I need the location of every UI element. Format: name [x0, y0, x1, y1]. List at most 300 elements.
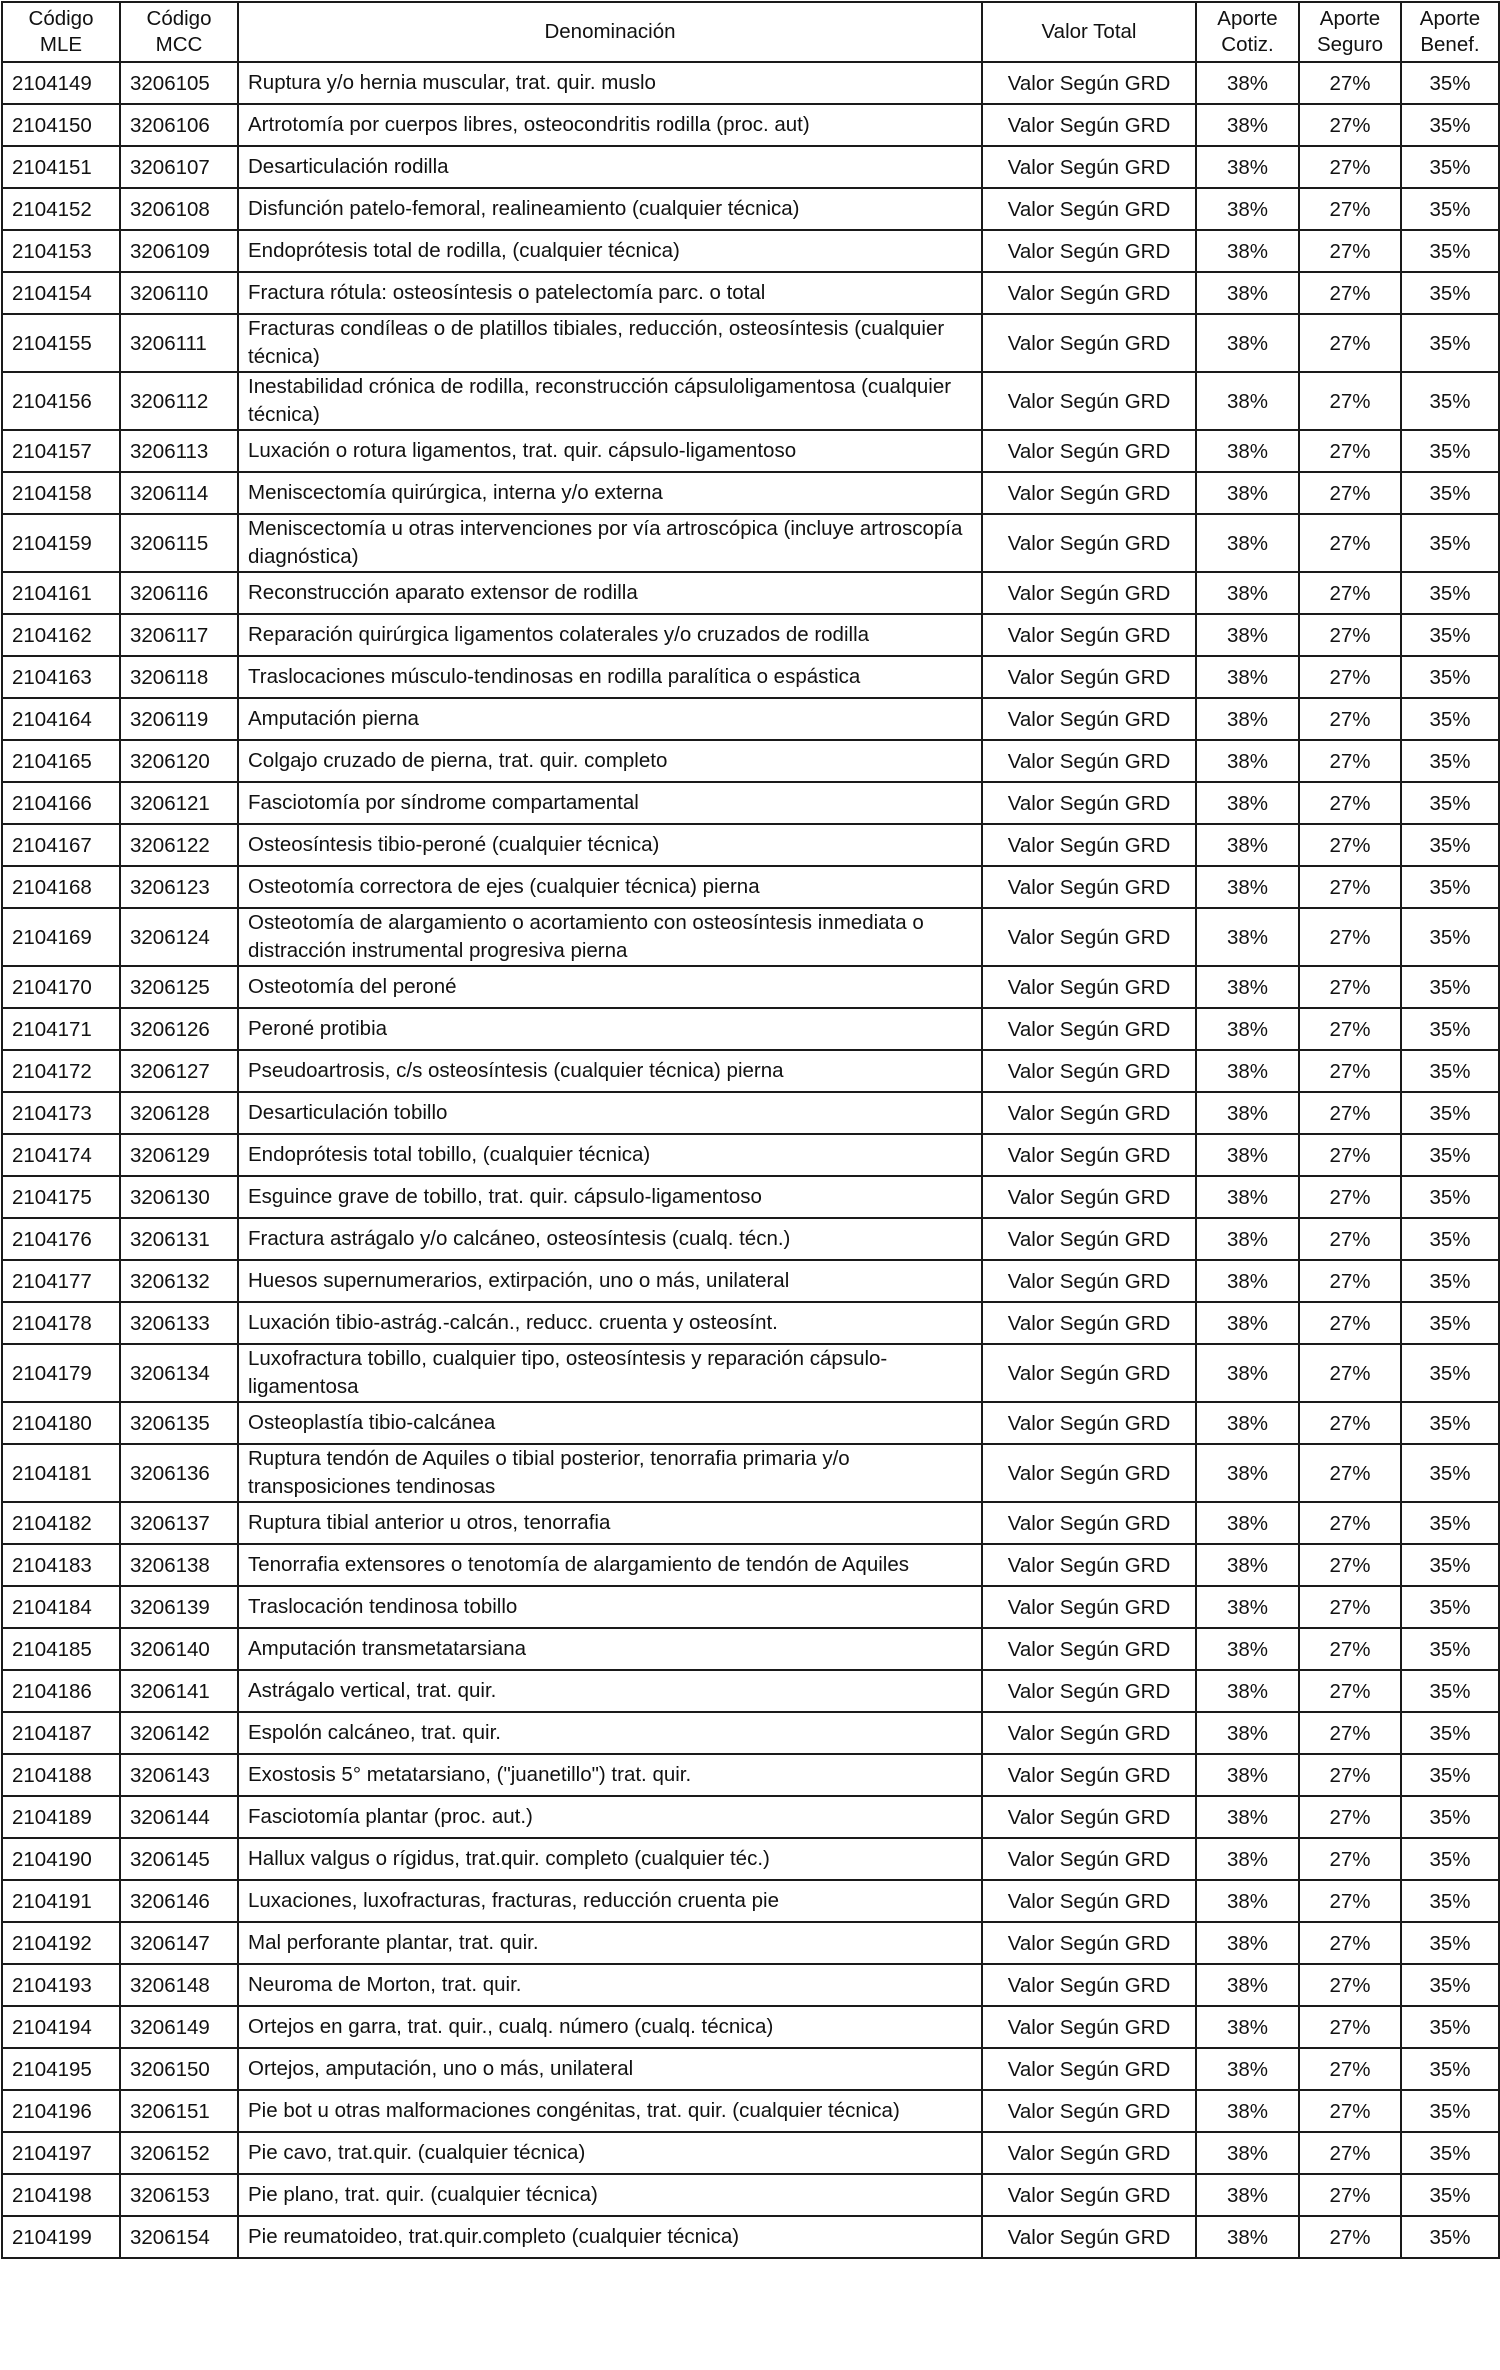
cell-codigo-mle: 2104179: [2, 1344, 120, 1402]
cell-valor-total: Valor Según GRD: [982, 1402, 1196, 1444]
cell-codigo-mle: 2104182: [2, 1502, 120, 1544]
cell-codigo-mcc: 3206143: [120, 1754, 238, 1796]
cell-denominacion: Osteotomía de alargamiento o acortamiento con osteosíntesis inmediata o distracción instrumental progresiva pierna: [238, 908, 982, 966]
header-aporte-benef: Aporte Benef.: [1401, 2, 1499, 62]
cell-codigo-mcc: 3206107: [120, 146, 238, 188]
cell-aporte-seguro: 27%: [1299, 1218, 1401, 1260]
cell-aporte-cotiz: 38%: [1196, 1964, 1299, 2006]
cell-valor-total: Valor Según GRD: [982, 1134, 1196, 1176]
cell-denominacion: Astrágalo vertical, trat. quir.: [238, 1670, 982, 1712]
cell-codigo-mcc: 3206124: [120, 908, 238, 966]
cell-codigo-mle: 2104181: [2, 1444, 120, 1502]
cell-aporte-seguro: 27%: [1299, 572, 1401, 614]
cell-codigo-mle: 2104163: [2, 656, 120, 698]
cell-codigo-mle: 2104168: [2, 866, 120, 908]
cell-aporte-seguro: 27%: [1299, 1050, 1401, 1092]
cell-valor-total: Valor Según GRD: [982, 2216, 1196, 2258]
cell-aporte-benef: 35%: [1401, 1176, 1499, 1218]
cell-denominacion: Endoprótesis total tobillo, (cualquier técnica): [238, 1134, 982, 1176]
cell-valor-total: Valor Según GRD: [982, 1218, 1196, 1260]
table-row: [2, 1964, 1499, 2006]
cell-aporte-seguro: 27%: [1299, 1712, 1401, 1754]
cell-codigo-mcc: 3206142: [120, 1712, 238, 1754]
cell-codigo-mle: 2104192: [2, 1922, 120, 1964]
cell-codigo-mcc: 3206148: [120, 1964, 238, 2006]
cell-aporte-benef: 35%: [1401, 314, 1499, 372]
table-body: [2, 62, 1499, 2258]
cell-codigo-mcc: 3206131: [120, 1218, 238, 1260]
table-row: [2, 2006, 1499, 2048]
cell-denominacion: Hallux valgus o rígidus, trat.quir. completo (cualquier téc.): [238, 1838, 982, 1880]
table-row: [2, 698, 1499, 740]
table-row: [2, 1050, 1499, 1092]
cell-aporte-benef: 35%: [1401, 430, 1499, 472]
cell-aporte-seguro: 27%: [1299, 1344, 1401, 1402]
cell-aporte-cotiz: 38%: [1196, 1344, 1299, 1402]
cell-valor-total: Valor Según GRD: [982, 824, 1196, 866]
cell-codigo-mcc: 3206116: [120, 572, 238, 614]
cell-aporte-seguro: 27%: [1299, 2090, 1401, 2132]
table-row: [2, 908, 1499, 966]
cell-aporte-benef: 35%: [1401, 1922, 1499, 1964]
cell-aporte-seguro: 27%: [1299, 1134, 1401, 1176]
cell-aporte-cotiz: 38%: [1196, 614, 1299, 656]
cell-valor-total: Valor Según GRD: [982, 104, 1196, 146]
cell-aporte-seguro: 27%: [1299, 1444, 1401, 1502]
cell-codigo-mle: 2104162: [2, 614, 120, 656]
cell-valor-total: Valor Según GRD: [982, 62, 1196, 104]
cell-codigo-mle: 2104186: [2, 1670, 120, 1712]
cell-denominacion: Pseudoartrosis, c/s osteosíntesis (cualquier técnica) pierna: [238, 1050, 982, 1092]
cell-aporte-seguro: 27%: [1299, 1838, 1401, 1880]
table-row: [2, 146, 1499, 188]
cell-denominacion: Esguince grave de tobillo, trat. quir. cápsulo-ligamentoso: [238, 1176, 982, 1218]
cell-aporte-cotiz: 38%: [1196, 2174, 1299, 2216]
cell-aporte-benef: 35%: [1401, 2216, 1499, 2258]
table-row: [2, 1754, 1499, 1796]
cell-aporte-cotiz: 38%: [1196, 656, 1299, 698]
cell-valor-total: Valor Según GRD: [982, 1796, 1196, 1838]
header-row: [2, 2, 1499, 62]
cell-denominacion: Meniscectomía u otras intervenciones por vía artroscópica (incluye artroscopía diagnóstica): [238, 514, 982, 572]
header-codigo-mcc: Código MCC: [120, 2, 238, 62]
cell-aporte-seguro: 27%: [1299, 272, 1401, 314]
cell-aporte-cotiz: 38%: [1196, 1670, 1299, 1712]
table-row: [2, 614, 1499, 656]
table-row: [2, 2048, 1499, 2090]
table-row: [2, 572, 1499, 614]
cell-denominacion: Fasciotomía por síndrome compartamental: [238, 782, 982, 824]
cell-aporte-cotiz: 38%: [1196, 314, 1299, 372]
cell-aporte-seguro: 27%: [1299, 1402, 1401, 1444]
cell-codigo-mcc: 3206139: [120, 1586, 238, 1628]
cell-codigo-mcc: 3206122: [120, 824, 238, 866]
cell-denominacion: Mal perforante plantar, trat. quir.: [238, 1922, 982, 1964]
cell-aporte-seguro: 27%: [1299, 1922, 1401, 1964]
cell-aporte-benef: 35%: [1401, 514, 1499, 572]
table-row: [2, 1344, 1499, 1402]
cell-valor-total: Valor Según GRD: [982, 1880, 1196, 1922]
cell-aporte-cotiz: 38%: [1196, 430, 1299, 472]
cell-codigo-mcc: 3206106: [120, 104, 238, 146]
cell-aporte-seguro: 27%: [1299, 866, 1401, 908]
cell-codigo-mle: 2104190: [2, 1838, 120, 1880]
cell-valor-total: Valor Según GRD: [982, 1754, 1196, 1796]
cell-denominacion: Luxación tibio-astrág.-calcán., reducc. cruenta y osteosínt.: [238, 1302, 982, 1344]
cell-codigo-mcc: 3206123: [120, 866, 238, 908]
cell-aporte-cotiz: 38%: [1196, 2090, 1299, 2132]
cell-denominacion: Traslocaciones músculo-tendinosas en rodilla paralítica o espástica: [238, 656, 982, 698]
cell-denominacion: Traslocación tendinosa tobillo: [238, 1586, 982, 1628]
cell-codigo-mle: 2104173: [2, 1092, 120, 1134]
table-row: [2, 104, 1499, 146]
cell-aporte-benef: 35%: [1401, 1838, 1499, 1880]
cell-aporte-benef: 35%: [1401, 1754, 1499, 1796]
cell-codigo-mle: 2104170: [2, 966, 120, 1008]
cell-codigo-mle: 2104172: [2, 1050, 120, 1092]
cell-aporte-benef: 35%: [1401, 1502, 1499, 1544]
cell-aporte-seguro: 27%: [1299, 824, 1401, 866]
cell-aporte-cotiz: 38%: [1196, 2132, 1299, 2174]
cell-aporte-benef: 35%: [1401, 614, 1499, 656]
cell-aporte-benef: 35%: [1401, 782, 1499, 824]
cell-aporte-cotiz: 38%: [1196, 908, 1299, 966]
cell-aporte-seguro: 27%: [1299, 430, 1401, 472]
cell-codigo-mcc: 3206129: [120, 1134, 238, 1176]
cell-valor-total: Valor Según GRD: [982, 908, 1196, 966]
cell-aporte-cotiz: 38%: [1196, 1922, 1299, 1964]
cell-valor-total: Valor Según GRD: [982, 1964, 1196, 2006]
cell-valor-total: Valor Según GRD: [982, 1670, 1196, 1712]
table-row: [2, 472, 1499, 514]
cell-aporte-cotiz: 38%: [1196, 1218, 1299, 1260]
cell-aporte-cotiz: 38%: [1196, 104, 1299, 146]
cell-denominacion: Pie cavo, trat.quir. (cualquier técnica): [238, 2132, 982, 2174]
cell-denominacion: Fractura rótula: osteosíntesis o patelectomía parc. o total: [238, 272, 982, 314]
cell-aporte-seguro: 27%: [1299, 740, 1401, 782]
cell-valor-total: Valor Según GRD: [982, 272, 1196, 314]
cell-aporte-cotiz: 38%: [1196, 1880, 1299, 1922]
cell-aporte-cotiz: 38%: [1196, 514, 1299, 572]
cell-aporte-seguro: 27%: [1299, 146, 1401, 188]
cell-aporte-cotiz: 38%: [1196, 824, 1299, 866]
cell-aporte-cotiz: 38%: [1196, 1502, 1299, 1544]
cell-codigo-mcc: 3206109: [120, 230, 238, 272]
table-row: [2, 2174, 1499, 2216]
cell-codigo-mcc: 3206138: [120, 1544, 238, 1586]
cell-codigo-mcc: 3206111: [120, 314, 238, 372]
cell-codigo-mcc: 3206119: [120, 698, 238, 740]
cell-codigo-mcc: 3206118: [120, 656, 238, 698]
table-row: [2, 2090, 1499, 2132]
table-row: [2, 824, 1499, 866]
cell-denominacion: Osteosíntesis tibio-peroné (cualquier técnica): [238, 824, 982, 866]
cell-denominacion: Luxofractura tobillo, cualquier tipo, osteosíntesis y reparación cápsulo-ligamentosa: [238, 1344, 982, 1402]
cell-codigo-mle: 2104183: [2, 1544, 120, 1586]
cell-codigo-mle: 2104166: [2, 782, 120, 824]
cell-aporte-cotiz: 38%: [1196, 188, 1299, 230]
cell-valor-total: Valor Según GRD: [982, 514, 1196, 572]
cell-denominacion: Espolón calcáneo, trat. quir.: [238, 1712, 982, 1754]
cell-valor-total: Valor Según GRD: [982, 1544, 1196, 1586]
cell-aporte-benef: 35%: [1401, 230, 1499, 272]
tariff-table: [1, 1, 1500, 2259]
cell-denominacion: Osteotomía del peroné: [238, 966, 982, 1008]
cell-codigo-mcc: 3206126: [120, 1008, 238, 1050]
header-aporte-seguro: Aporte Seguro: [1299, 2, 1401, 62]
cell-valor-total: Valor Según GRD: [982, 2048, 1196, 2090]
cell-codigo-mcc: 3206108: [120, 188, 238, 230]
cell-aporte-benef: 35%: [1401, 1586, 1499, 1628]
cell-denominacion: Artrotomía por cuerpos libres, osteocondritis rodilla (proc. aut): [238, 104, 982, 146]
cell-valor-total: Valor Según GRD: [982, 1586, 1196, 1628]
cell-codigo-mle: 2104194: [2, 2006, 120, 2048]
cell-denominacion: Tenorrafia extensores o tenotomía de alargamiento de tendón de Aquiles: [238, 1544, 982, 1586]
cell-valor-total: Valor Según GRD: [982, 1838, 1196, 1880]
cell-aporte-benef: 35%: [1401, 2132, 1499, 2174]
cell-valor-total: Valor Según GRD: [982, 966, 1196, 1008]
cell-codigo-mle: 2104177: [2, 1260, 120, 1302]
header-aporte-cotiz: Aporte Cotiz.: [1196, 2, 1299, 62]
cell-aporte-benef: 35%: [1401, 1260, 1499, 1302]
cell-aporte-benef: 35%: [1401, 1402, 1499, 1444]
cell-aporte-seguro: 27%: [1299, 1502, 1401, 1544]
cell-codigo-mcc: 3206113: [120, 430, 238, 472]
cell-valor-total: Valor Según GRD: [982, 2132, 1196, 2174]
cell-codigo-mle: 2104175: [2, 1176, 120, 1218]
cell-codigo-mle: 2104187: [2, 1712, 120, 1754]
cell-codigo-mcc: 3206147: [120, 1922, 238, 1964]
cell-codigo-mcc: 3206125: [120, 966, 238, 1008]
cell-codigo-mcc: 3206149: [120, 2006, 238, 2048]
cell-aporte-benef: 35%: [1401, 1796, 1499, 1838]
cell-aporte-seguro: 27%: [1299, 966, 1401, 1008]
cell-denominacion: Desarticulación tobillo: [238, 1092, 982, 1134]
cell-aporte-cotiz: 38%: [1196, 1444, 1299, 1502]
cell-valor-total: Valor Según GRD: [982, 1008, 1196, 1050]
cell-codigo-mcc: 3206140: [120, 1628, 238, 1670]
cell-denominacion: Fractura astrágalo y/o calcáneo, osteosíntesis (cualq. técn.): [238, 1218, 982, 1260]
cell-denominacion: Ruptura y/o hernia muscular, trat. quir. muslo: [238, 62, 982, 104]
table-row: [2, 314, 1499, 372]
cell-codigo-mcc: 3206120: [120, 740, 238, 782]
cell-valor-total: Valor Según GRD: [982, 2174, 1196, 2216]
cell-aporte-seguro: 27%: [1299, 1176, 1401, 1218]
cell-aporte-cotiz: 38%: [1196, 1712, 1299, 1754]
cell-codigo-mcc: 3206132: [120, 1260, 238, 1302]
table-row: [2, 430, 1499, 472]
cell-valor-total: Valor Según GRD: [982, 2006, 1196, 2048]
cell-aporte-cotiz: 38%: [1196, 1796, 1299, 1838]
header-valor-total: Valor Total: [982, 2, 1196, 62]
cell-aporte-benef: 35%: [1401, 572, 1499, 614]
cell-aporte-seguro: 27%: [1299, 1796, 1401, 1838]
cell-codigo-mle: 2104154: [2, 272, 120, 314]
cell-codigo-mle: 2104164: [2, 698, 120, 740]
cell-aporte-cotiz: 38%: [1196, 1260, 1299, 1302]
cell-codigo-mcc: 3206130: [120, 1176, 238, 1218]
header-codigo-mle: Código MLE: [2, 2, 120, 62]
cell-aporte-seguro: 27%: [1299, 2132, 1401, 2174]
cell-aporte-benef: 35%: [1401, 1712, 1499, 1754]
cell-codigo-mle: 2104176: [2, 1218, 120, 1260]
cell-aporte-benef: 35%: [1401, 1444, 1499, 1502]
cell-denominacion: Ortejos en garra, trat. quir., cualq. número (cualq. técnica): [238, 2006, 982, 2048]
cell-codigo-mle: 2104150: [2, 104, 120, 146]
cell-aporte-cotiz: 38%: [1196, 572, 1299, 614]
cell-aporte-cotiz: 38%: [1196, 1628, 1299, 1670]
cell-aporte-seguro: 27%: [1299, 1008, 1401, 1050]
cell-aporte-cotiz: 38%: [1196, 1586, 1299, 1628]
table-row: [2, 1712, 1499, 1754]
cell-aporte-seguro: 27%: [1299, 62, 1401, 104]
cell-denominacion: Pie plano, trat. quir. (cualquier técnica): [238, 2174, 982, 2216]
cell-denominacion: Amputación transmetatarsiana: [238, 1628, 982, 1670]
table-row: [2, 2132, 1499, 2174]
cell-codigo-mle: 2104178: [2, 1302, 120, 1344]
table-row: [2, 272, 1499, 314]
cell-aporte-benef: 35%: [1401, 866, 1499, 908]
cell-codigo-mle: 2104165: [2, 740, 120, 782]
cell-denominacion: Luxaciones, luxofracturas, fracturas, reducción cruenta pie: [238, 1880, 982, 1922]
cell-aporte-seguro: 27%: [1299, 2006, 1401, 2048]
cell-denominacion: Luxación o rotura ligamentos, trat. quir. cápsulo-ligamentoso: [238, 430, 982, 472]
cell-denominacion: Reconstrucción aparato extensor de rodilla: [238, 572, 982, 614]
cell-aporte-seguro: 27%: [1299, 908, 1401, 966]
cell-aporte-seguro: 27%: [1299, 1544, 1401, 1586]
cell-valor-total: Valor Según GRD: [982, 1444, 1196, 1502]
cell-codigo-mle: 2104193: [2, 1964, 120, 2006]
cell-codigo-mle: 2104188: [2, 1754, 120, 1796]
table-row: [2, 230, 1499, 272]
cell-codigo-mle: 2104199: [2, 2216, 120, 2258]
cell-aporte-seguro: 27%: [1299, 472, 1401, 514]
cell-denominacion: Fracturas condíleas o de platillos tibiales, reducción, osteosíntesis (cualquier técnica): [238, 314, 982, 372]
table-row: [2, 1502, 1499, 1544]
cell-aporte-cotiz: 38%: [1196, 2006, 1299, 2048]
cell-codigo-mle: 2104157: [2, 430, 120, 472]
cell-valor-total: Valor Según GRD: [982, 146, 1196, 188]
cell-codigo-mle: 2104197: [2, 2132, 120, 2174]
cell-valor-total: Valor Según GRD: [982, 1302, 1196, 1344]
cell-codigo-mle: 2104152: [2, 188, 120, 230]
table-row: [2, 514, 1499, 572]
cell-denominacion: Huesos supernumerarios, extirpación, uno o más, unilateral: [238, 1260, 982, 1302]
cell-denominacion: Neuroma de Morton, trat. quir.: [238, 1964, 982, 2006]
cell-denominacion: Ruptura tendón de Aquiles o tibial posterior, tenorrafia primaria y/o transposiciones tendinosas: [238, 1444, 982, 1502]
cell-codigo-mle: 2104159: [2, 514, 120, 572]
table-row: [2, 1008, 1499, 1050]
cell-codigo-mcc: 3206144: [120, 1796, 238, 1838]
cell-valor-total: Valor Según GRD: [982, 698, 1196, 740]
cell-codigo-mcc: 3206137: [120, 1502, 238, 1544]
table-row: [2, 1586, 1499, 1628]
cell-aporte-seguro: 27%: [1299, 1880, 1401, 1922]
cell-denominacion: Amputación pierna: [238, 698, 982, 740]
cell-aporte-benef: 35%: [1401, 908, 1499, 966]
cell-valor-total: Valor Según GRD: [982, 314, 1196, 372]
cell-aporte-seguro: 27%: [1299, 1670, 1401, 1712]
cell-codigo-mle: 2104169: [2, 908, 120, 966]
cell-codigo-mcc: 3206150: [120, 2048, 238, 2090]
table-row: [2, 1796, 1499, 1838]
cell-aporte-seguro: 27%: [1299, 698, 1401, 740]
cell-aporte-benef: 35%: [1401, 1628, 1499, 1670]
cell-codigo-mle: 2104174: [2, 1134, 120, 1176]
cell-codigo-mle: 2104198: [2, 2174, 120, 2216]
cell-aporte-benef: 35%: [1401, 740, 1499, 782]
cell-valor-total: Valor Según GRD: [982, 1712, 1196, 1754]
cell-codigo-mcc: 3206105: [120, 62, 238, 104]
cell-codigo-mle: 2104171: [2, 1008, 120, 1050]
cell-aporte-benef: 35%: [1401, 188, 1499, 230]
cell-aporte-cotiz: 38%: [1196, 1050, 1299, 1092]
cell-aporte-cotiz: 38%: [1196, 966, 1299, 1008]
cell-valor-total: Valor Según GRD: [982, 656, 1196, 698]
cell-denominacion: Meniscectomía quirúrgica, interna y/o externa: [238, 472, 982, 514]
cell-aporte-seguro: 27%: [1299, 1092, 1401, 1134]
cell-aporte-seguro: 27%: [1299, 372, 1401, 430]
cell-codigo-mcc: 3206135: [120, 1402, 238, 1444]
cell-codigo-mle: 2104158: [2, 472, 120, 514]
cell-aporte-cotiz: 38%: [1196, 230, 1299, 272]
cell-valor-total: Valor Según GRD: [982, 1502, 1196, 1544]
cell-aporte-seguro: 27%: [1299, 2048, 1401, 2090]
cell-aporte-benef: 35%: [1401, 1670, 1499, 1712]
cell-codigo-mcc: 3206121: [120, 782, 238, 824]
cell-valor-total: Valor Según GRD: [982, 1922, 1196, 1964]
cell-aporte-seguro: 27%: [1299, 2216, 1401, 2258]
cell-denominacion: Reparación quirúrgica ligamentos colaterales y/o cruzados de rodilla: [238, 614, 982, 656]
cell-aporte-cotiz: 38%: [1196, 2048, 1299, 2090]
cell-aporte-benef: 35%: [1401, 2048, 1499, 2090]
cell-aporte-cotiz: 38%: [1196, 866, 1299, 908]
cell-aporte-seguro: 27%: [1299, 314, 1401, 372]
table-row: [2, 1544, 1499, 1586]
header-denominacion: Denominación: [238, 2, 982, 62]
cell-aporte-benef: 35%: [1401, 62, 1499, 104]
cell-aporte-benef: 35%: [1401, 1344, 1499, 1402]
cell-denominacion: Osteoplastía tibio-calcánea: [238, 1402, 982, 1444]
cell-aporte-cotiz: 38%: [1196, 740, 1299, 782]
cell-denominacion: Ortejos, amputación, uno o más, unilateral: [238, 2048, 982, 2090]
cell-aporte-benef: 35%: [1401, 824, 1499, 866]
table-row: [2, 656, 1499, 698]
cell-aporte-cotiz: 38%: [1196, 62, 1299, 104]
cell-valor-total: Valor Según GRD: [982, 188, 1196, 230]
cell-aporte-seguro: 27%: [1299, 1302, 1401, 1344]
cell-codigo-mcc: 3206133: [120, 1302, 238, 1344]
cell-aporte-seguro: 27%: [1299, 614, 1401, 656]
cell-codigo-mcc: 3206127: [120, 1050, 238, 1092]
cell-aporte-seguro: 27%: [1299, 1754, 1401, 1796]
cell-valor-total: Valor Según GRD: [982, 614, 1196, 656]
cell-aporte-cotiz: 38%: [1196, 1176, 1299, 1218]
cell-valor-total: Valor Según GRD: [982, 2090, 1196, 2132]
cell-denominacion: Disfunción patelo-femoral, realineamiento (cualquier técnica): [238, 188, 982, 230]
cell-aporte-benef: 35%: [1401, 2006, 1499, 2048]
cell-codigo-mcc: 3206128: [120, 1092, 238, 1134]
cell-aporte-seguro: 27%: [1299, 2174, 1401, 2216]
cell-codigo-mcc: 3206114: [120, 472, 238, 514]
cell-aporte-benef: 35%: [1401, 372, 1499, 430]
table-row: [2, 1670, 1499, 1712]
cell-aporte-cotiz: 38%: [1196, 472, 1299, 514]
cell-aporte-benef: 35%: [1401, 1544, 1499, 1586]
table-row: [2, 1444, 1499, 1502]
cell-aporte-benef: 35%: [1401, 472, 1499, 514]
cell-aporte-benef: 35%: [1401, 1964, 1499, 2006]
